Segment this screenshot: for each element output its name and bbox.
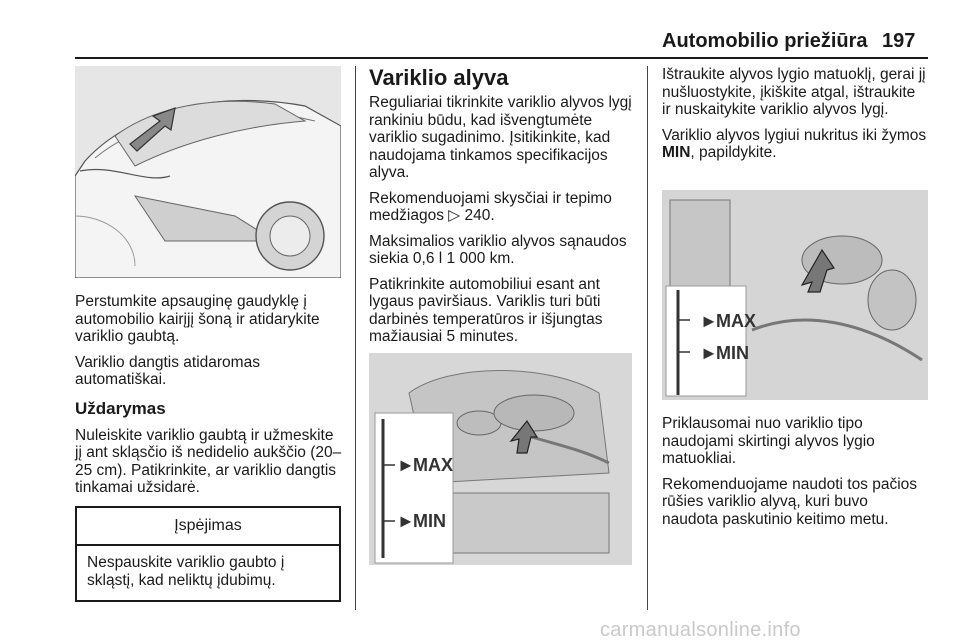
svg-text:►: ► [397, 511, 415, 531]
paragraph: Reguliariai tikrinkite variklio alyvos lygį rankiniu būdu, kad išvengtumėte variklio sugadinimo. Įsitikinkite, kad naudojama tinkamos specifikacijos alyva. [369, 94, 632, 181]
car-hood-drawing [75, 66, 341, 278]
paragraph: Patikrinkite automobiliui esant ant lygaus paviršiaus. Variklis turi būti darbinės temperatūros ir išjungtas mažiausiai 5 minutes. [369, 275, 603, 345]
paragraph-text: Rekomenduojami skysčiai ir tepimo medžiagos [369, 189, 612, 224]
max-label: MAX [413, 455, 453, 475]
warning-text: Nespauskite variklio gaubto į skląstį, kad neliktų įdubimų. [87, 554, 285, 589]
engine-closeup-drawing [662, 190, 928, 400]
min-label: MIN [413, 511, 446, 531]
paragraph-text: , papildykite. [690, 144, 777, 161]
svg-text:►: ► [700, 311, 718, 331]
min-mark-text: MIN [662, 144, 691, 161]
section-heading: Variklio alyva [369, 65, 509, 90]
paragraph: Priklausomai nuo variklio tipo naudojami skirtingi alyvos lygio matuokliai. [662, 415, 875, 467]
column-left [75, 293, 343, 505]
paragraph: Ištraukite alyvos lygio matuoklį, gerai jį nušluostykite, įkiškite atgal, ištraukite ir nuskaitykite variklio alyvos lygį. [662, 66, 926, 118]
svg-text:►: ► [700, 343, 718, 363]
column-right [662, 66, 928, 170]
page-number: 197 [882, 30, 916, 52]
page-header-title: Automobilio priežiūra [662, 30, 868, 52]
hood-release-illustration [75, 66, 341, 278]
column-divider [647, 66, 648, 610]
warning-box [75, 506, 341, 602]
warning-title: Įspėjimas [77, 508, 339, 546]
paragraph [662, 127, 928, 162]
engine-bay-drawing [369, 353, 632, 565]
column-right-lower [662, 415, 928, 536]
paragraph-text: Variklio alyvos lygiui nukritus iki žymos [662, 126, 927, 144]
svg-text:►: ► [397, 455, 415, 475]
paragraph [369, 190, 635, 225]
paragraph: Nuleiskite variklio gaubtą ir užmeskite jį ant skląsčio iš nedidelio aukščio (20–25 cm). Patikrinkite, ar variklio dangtis tinkamai užsidarė. [75, 426, 342, 496]
paragraph: Variklio dangtis atidaromas automatiškai. [75, 353, 260, 388]
paragraph: Maksimalios variklio alyvos sąnaudos siekia 0,6 l 1 000 km. [369, 232, 627, 267]
min-label: MIN [716, 343, 749, 363]
page-reference[interactable]: 240. [460, 207, 495, 224]
dipstick-closeup-illustration [662, 190, 928, 400]
max-label: MAX [716, 311, 756, 331]
column-middle [369, 66, 635, 354]
section-subheading: Uždarymas [75, 398, 166, 418]
paragraph: Perstumkite apsauginę gaudyklę į automobilio kairįjį šoną ir atidarykite variklio gaubtą. [75, 293, 320, 345]
paragraph: Rekomenduojame naudoti tos pačios rūšies variklio alyvą, kuri buvo naudota paskutinio keitimo metu. [662, 475, 918, 528]
watermark: carmanualsonline.info [600, 619, 801, 641]
column-divider [355, 66, 356, 610]
page-reference-arrow-icon: ▷ [448, 207, 461, 224]
header-divider [75, 57, 928, 59]
dipstick-engine-illustration [369, 353, 632, 565]
